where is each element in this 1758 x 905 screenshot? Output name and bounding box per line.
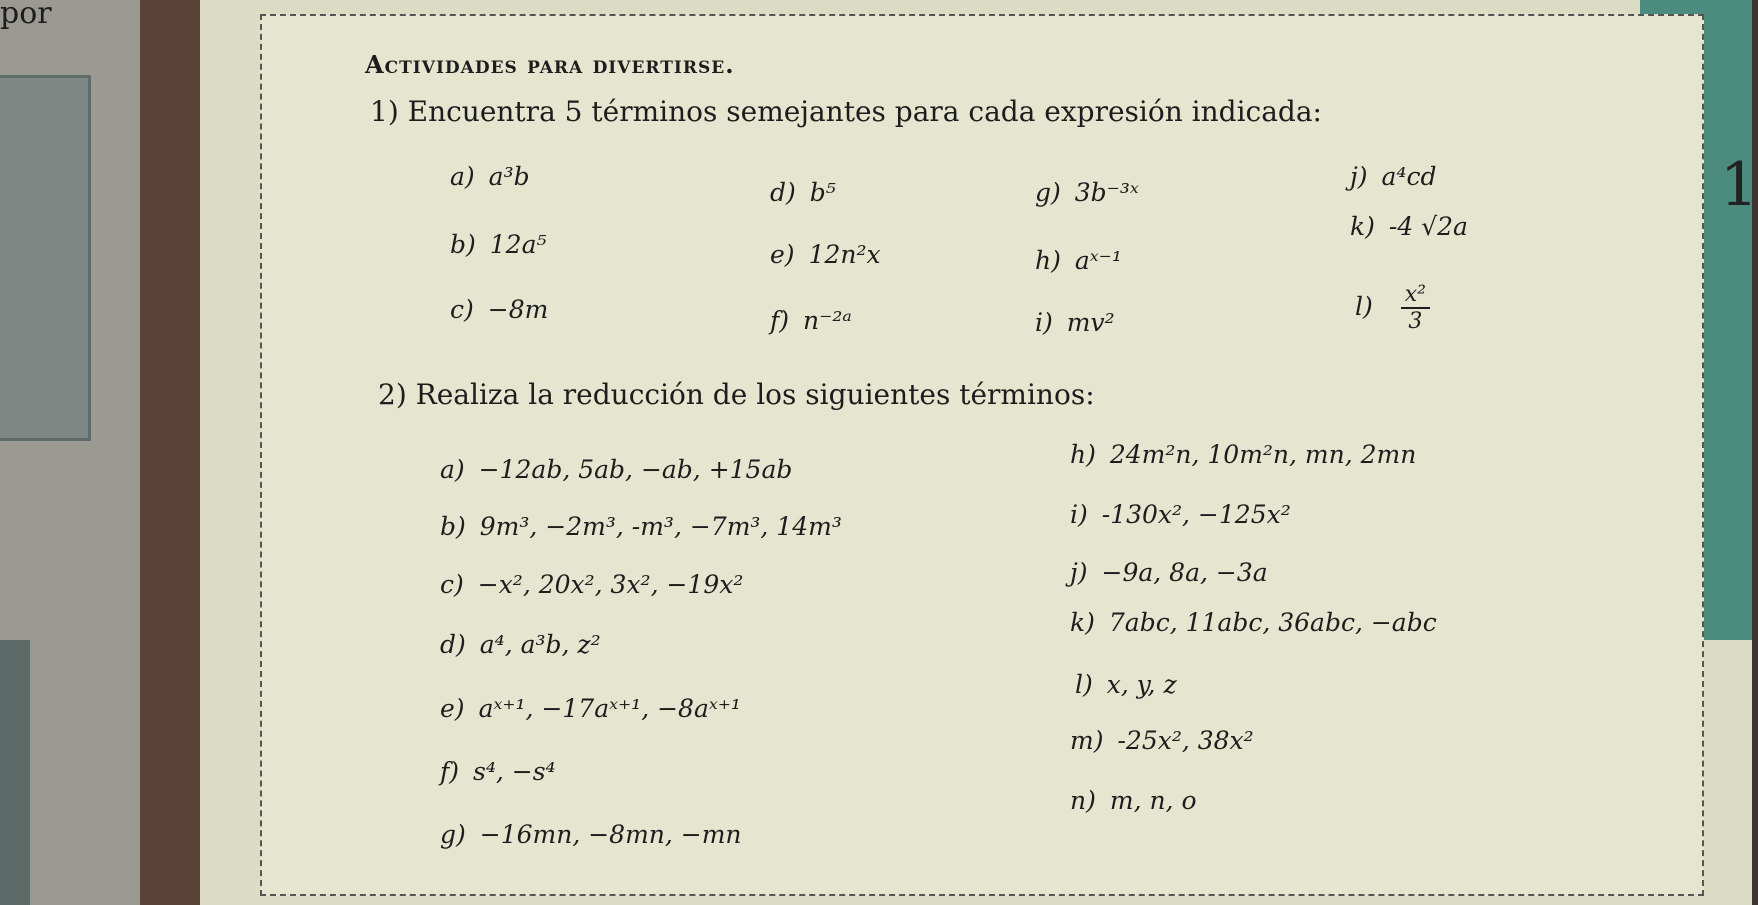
- q2-item-j: j) −9a, 8a, −3a: [1070, 558, 1268, 587]
- background-frame: [0, 75, 91, 441]
- q2-item-c: c) −x², 20x², 3x², −19x²: [440, 570, 744, 599]
- q1-item-e: e) 12n²x: [770, 240, 881, 269]
- q1-item-i: i) mv²: [1035, 308, 1115, 337]
- q2-item-g: g) −16mn, −8mn, −mn: [440, 820, 742, 849]
- q2-item-d: d) a⁴, a³b, z²: [440, 630, 601, 659]
- q1-item-k: k) -4 √2a: [1350, 212, 1468, 241]
- fraction: $\frac{\text{x²}}{3}$: [1401, 282, 1430, 334]
- q2-item-f: f) s⁴, −s⁴: [440, 757, 556, 786]
- q1-item-h: h) aˣ⁻¹: [1035, 246, 1122, 275]
- q1-item-b: b) 12a⁵: [450, 230, 547, 259]
- book-spine: [140, 0, 200, 905]
- q1-item-g: g) 3b⁻³ˣ: [1035, 178, 1139, 207]
- q2-item-n: n) m, n, o: [1070, 786, 1197, 815]
- header-fragment: por: [0, 0, 52, 31]
- page-number: 1: [1720, 150, 1758, 220]
- q2-item-h: h) 24m²n, 10m²n, mn, 2mn: [1070, 440, 1417, 469]
- q1-item-d: d) b⁵: [770, 178, 836, 207]
- q2-item-b: b) 9m³, −2m³, -m³, −7m³, 14m³: [440, 512, 842, 541]
- q2-item-k: k) 7abc, 11abc, 36abc, −abc: [1070, 608, 1437, 637]
- q2-item-m: m) -25x², 38x²: [1070, 726, 1254, 755]
- q2-item-a: a) −12ab, 5ab, −ab, +15ab: [440, 455, 793, 484]
- q1-item-a: a) a³b: [450, 162, 530, 191]
- page-title: Actividades para divertirse.: [365, 50, 735, 79]
- q1-item-j: j) a⁴cd: [1350, 162, 1437, 191]
- q1-item-l: l) $\frac{\text{x²}}{3}$: [1355, 282, 1430, 334]
- background-frame-lower: [0, 640, 30, 905]
- q1-item-f: f) n⁻²ᵃ: [770, 306, 852, 335]
- q1-item-c: c) −8m: [450, 295, 549, 324]
- question-1: 1) Encuentra 5 términos semejantes para cada expresión indicada:: [370, 95, 1322, 128]
- question-2: 2) Realiza la reducción de los siguientes términos:: [378, 378, 1095, 411]
- q2-item-l: l) x, y, z: [1075, 670, 1177, 699]
- q2-item-i: i) -130x², −125x²: [1070, 500, 1291, 529]
- q2-item-e: e) aˣ⁺¹, −17aˣ⁺¹, −8aˣ⁺¹: [440, 694, 741, 723]
